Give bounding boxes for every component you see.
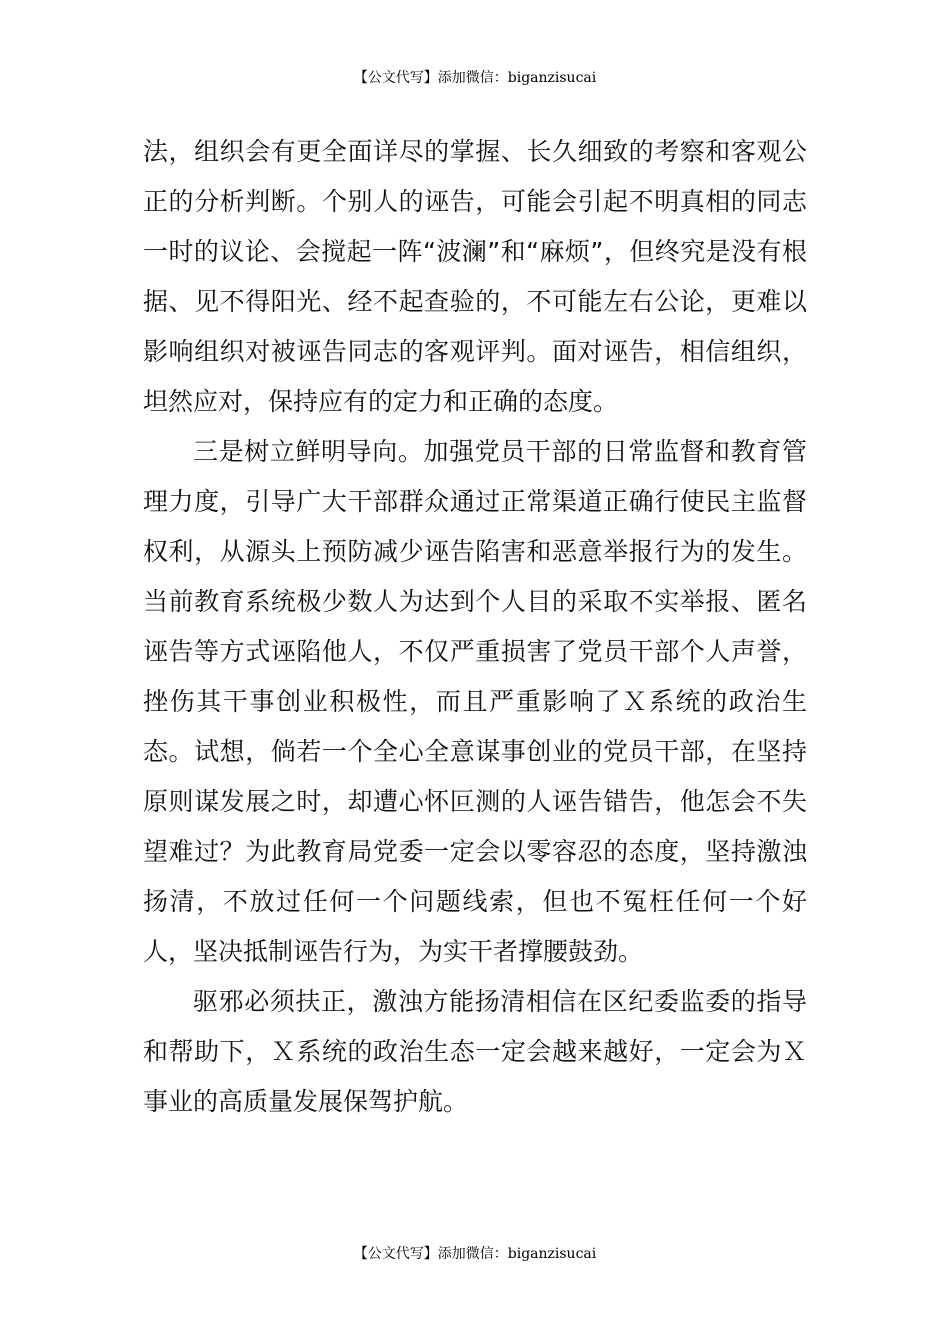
header-watermark-note: 【公文代写】添加微信：biganzisucai — [353, 70, 597, 86]
footer-watermark-note: 【公文代写】添加微信：biganzisucai — [353, 1246, 597, 1262]
document-body — [143, 127, 807, 1127]
paragraph-conclusion: 驱邪必须扶正，激浊方能扬清相信在区纪委监委的指导和帮助下，Ｘ系统的政治生态一定会越来越好，一定会为Ｘ事业的高质量发展保驾护航。 — [143, 987, 807, 1116]
paragraph-continuation: 法，组织会有更全面详尽的掌握、长久细致的考察和客观公正的分析判断。个别人的诬告，可能会引起不明真相的同志一时的议论、会搅起一阵“波澜”和“麻烦”，但终究是没有根据、见不得阳光、经不起查验的，不可能左右公论，更难以影响组织对被诬告同志的客观评判。面对诬告，相信组织，坦然应对，保持应有的定力和正确的态度。 — [143, 137, 807, 416]
paragraph-guidance: 三是树立鲜明导向。加强党员干部的日常监督和教育管理力度，引导广大干部群众通过正常渠道正确行使民主监督权利，从源头上预防减少诬告陷害和恶意举报行为的发生。当前教育系统极少数人为达到个人目的采取不实举报、匿名诬告等方式诬陷他人，不仅严重损害了党员干部个人声誉，挫伤其干事创业积极性，而且严重影响了Ｘ系统的政治生态。试想，倘若一个全心全意谋事创业的党员干部，在坚持原则谋发展之时，却遭心怀叵测的人诬告错告，他怎会不失望难过？为此教育局党委一定会以零容忍的态度，坚持激浊扬清，不放过任何一个问题线索，但也不冤枉任何一个好人，坚决抵制诬告行为，为实干者撑腰鼓劲。 — [143, 437, 807, 966]
